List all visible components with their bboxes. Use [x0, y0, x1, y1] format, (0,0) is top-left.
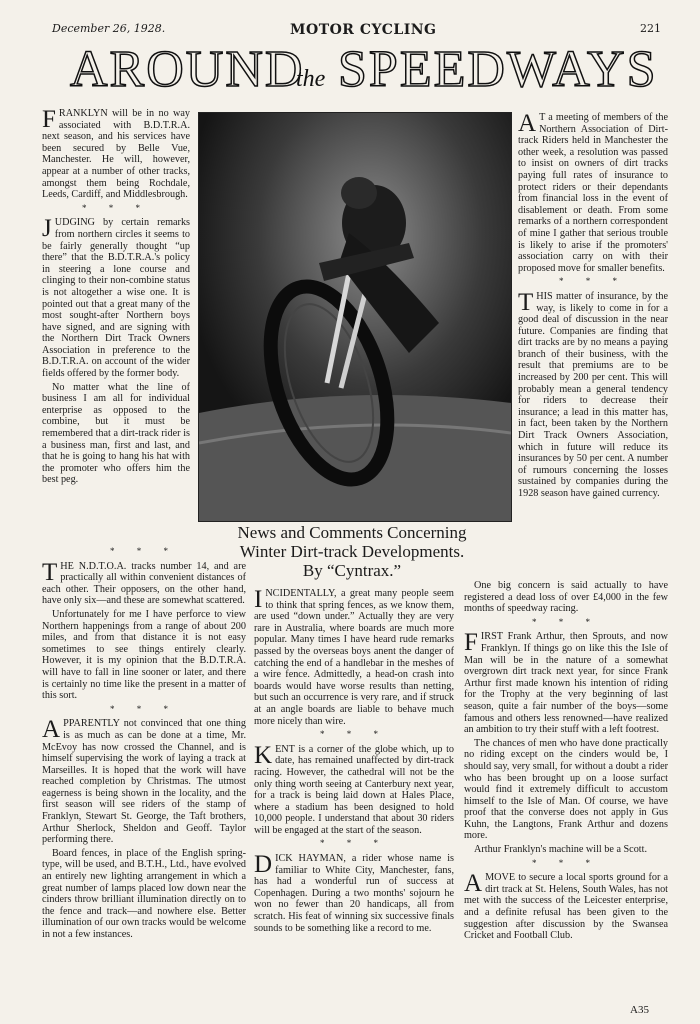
byline: By “Cyntrax.”	[302, 561, 402, 580]
drop-cap: A	[518, 112, 537, 137]
lower-left-column	[42, 544, 246, 1006]
section-separator: * * *	[559, 276, 627, 287]
paragraph: HIS matter of insurance, by the way, is likely to come in for a good deal of discussion in the near future. Companies are finding that dirt tracks are by no means a paying branch of their business, with the result that premiums are to be increased by 200 per cent. This will probably mean a general tendency for riders to decrease their insurance; a lead in this matter has, in fact, been taken by the Northern Dirt Track Owners Association, which in future will reduce its insurances by 50 per cent. A number of rumours concerning the losses sustained by companies during the 1928 season have gained currency.	[518, 290, 668, 499]
drop-cap: K	[254, 741, 273, 769]
drop-cap: J	[42, 215, 52, 243]
drop-cap: T	[42, 558, 58, 586]
section-separator: * * *	[320, 838, 388, 849]
paragraph: MOVE to secure a local sports ground for a dirt track at St. Helens, South Wales, has not met with the success of the Leicester enterprise, and a definite refusal has been given to the suggestion after discussion by the Swansea Cricket and Football Club.	[464, 872, 668, 942]
paragraph: Arthur Franklyn's machine will be a Scott.	[474, 844, 648, 856]
motorcycle-rider-illustration	[199, 113, 511, 521]
middle-column	[254, 588, 454, 1008]
left-column	[42, 108, 190, 544]
article-title	[70, 36, 658, 106]
section-separator: * * *	[320, 729, 388, 740]
paragraph: Board fences, in place of the English spring-type, will be used, and B.T.H., Ltd., have evolved an entirely new lighting arrangement in which a great number of lamps placed low down near the cinders throw brilliant illumination directly on to the fence and track—and nowhere else. Better illumination of our own tracks would be welcome in not a few instances.	[42, 847, 246, 940]
title-word-speedways: SPEEDWAYS	[338, 41, 658, 98]
paragraph: The chances of men who have done practically no riding except on the cinders would be, I should say, very small, for without a doubt a rider who has been brought up on a loose surfact would find it extremely difficult to accustom himself to the Isle of Man. Of course, we have proof that the converse does not apply in Gus Kuhn, the Langtons, Frank Arthur and dozens more.	[464, 737, 668, 842]
speedway-rider-photo	[198, 112, 512, 522]
paragraph: RANKLYN will be in no way associated with B.D.T.R.A. next season, and his services have been secured by Belle Vue, Manchester. He will, however, appear at a number of other tracks, amongst them being Rochdale, Leeds, Cardiff, and Middlesbrough.	[42, 108, 190, 201]
drop-cap: F	[42, 108, 56, 133]
drop-cap: D	[254, 851, 273, 879]
drop-cap: I	[254, 588, 263, 613]
drop-cap: T	[518, 288, 534, 316]
paragraph: NCIDENTALLY, a great many people seem to think that spring fences, as we know them, are used “down under.” Actually they are very rare in Australia, where boards are much more popular. Many times I have heard rude remarks passed by the overseas boys anent the danger of catching the end of a handlebar in the meshes of a wire fence. Admittedly, a head-on crash into boards would have worse results than netting, but such an occurrence is very rare, and if struck at an angle boards are liable to behave much more nicely than wire.	[254, 588, 454, 727]
paragraph: Unfortunately for me I have perforce to view Northern happenings from a range of about 200 miles, and from that distance it is not easy sometimes to see things entirely clearly. However, it is my opinion that the B.D.T.R.A. will have to fall in line sooner or later, and there is certainly no time like the present in a matter of this sort.	[42, 608, 246, 702]
issue-date: December 26, 1928.	[52, 22, 166, 35]
paragraph: One big concern is said actually to have registered a dead loss of over £4,000 in the few months of speedway racing.	[464, 580, 668, 615]
page-number: 221	[640, 22, 661, 35]
drop-cap: F	[464, 629, 478, 657]
paragraph: UDGING by certain remarks from northern circles it seems to be fairly generally thought “up there” that the B.D.T.R.A.'s policy in steering a lone course and clinging to their non-combine status is not altogether a wise one. It is pointed out that a great many of the most sought-after Northern boys have signed, and are signing with the Northern Dirt Track Owners Association in preference to the B.D.T.R.A. on account of the wider fields offered by the former body.	[42, 217, 190, 380]
paragraph: PPARENTLY not convinced that one thing is as much as can be done at a time, Mr. McEvoy has now crossed the Channel, and is himself supervising the work of laying a track at Marseilles. It is hoped that the work will have reached completion by Christmas. The utmost eagerness is being shown in the locality, and the first season will see riders of the stamp of Franklyn, Stewart St. George, the Taft brothers, Arthur Sherlock, Sheldon and Geoff. Taylor performing there.	[42, 718, 246, 846]
magazine-name: MOTOR CYCLING	[290, 22, 437, 38]
paragraph: HE N.D.T.O.A. tracks number 14, and are practically all within convenient distances of each other. Their opposers, on the other hand, have only six—and these are somewhat scattered.	[42, 560, 246, 607]
title-word-the: the	[296, 66, 326, 92]
drop-cap: A	[42, 716, 61, 744]
paragraph: ICK HAYMAN, a rider whose name is familiar to White City, Manchester, fans, has had a wonderful run of success at Copenhagen. During a two months' sojourn he won no fewer than 20 handicaps, all from scratch. His feat of winning six successive finals sounds to be something like a record to me.	[254, 853, 454, 934]
right-lower-column	[464, 580, 668, 1000]
drop-cap: A	[464, 870, 483, 898]
page-folio: A35	[630, 1004, 649, 1016]
right-column	[518, 112, 668, 582]
section-separator: * * *	[532, 616, 600, 627]
title-word-around: AROUND	[70, 41, 305, 98]
paragraph: IRST Frank Arthur, then Sprouts, and now Franklyn. If things go on like this the Isle of Man will be in the nature of a somewhat overgrown dirt track next year, for since Frank Arthur first made known his intention of riding for the Trophy at the very beginning of last season, quite a fair number of the boys—some famous and others less renowned—have realized an ambition to try their stuff with a left footrest.	[464, 631, 668, 736]
paragraph: ENT is a corner of the globe which, up to date, has remained unaffected by dirt-track racing. However, the cathedral will not be the only thing worth seeing at Canterbury next year, for a track is being laid down at Hales Place, where a stadium has been designed to hold 10,000 people. I understand that about 30 riders will be engaged at the start of the season.	[254, 743, 454, 836]
section-separator: * * *	[82, 202, 150, 213]
section-separator: * * *	[110, 546, 178, 556]
paragraph: No matter what the line of business I am all for individual enterprise as opposed to the combine, but it must be remembered that a dirt-track rider is a business man, first and last, and that he is going to hang his hat with the promoter who offers him the best peg.	[42, 381, 190, 486]
section-separator: * * *	[110, 703, 178, 714]
subtitle-line-1: News and Comments Concerning	[237, 523, 467, 542]
section-separator: * * *	[532, 857, 600, 868]
subtitle-line-2: Winter Dirt-track Developments.	[239, 542, 465, 561]
paragraph: T a meeting of members of the Northern Association of Dirt-track Riders held in Manchester the other week, a resolution was passed to insist on owners of dirt tracks paying full rates of insurance to protect riders or their dependants from financial loss in the event of disablement or death. From some remarks of a northern correspondent of mine I gather that serious trouble is likely to arise if the promoters' association carry on with their proposed move for smaller benefits.	[518, 112, 668, 274]
